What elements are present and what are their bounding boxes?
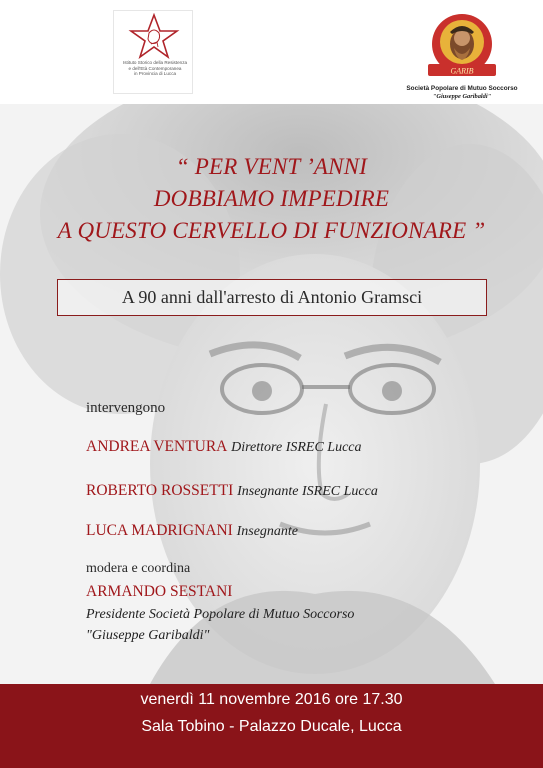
moderator-affiliation: "Giuseppe Garibaldi" [86,628,210,643]
moderator-role: Presidente Società Popolare di Mutuo Soccorso [86,607,355,622]
isrec-logo-caption: Istituto Storico della Resistenza e dell'Età Contemporanea in Provincia di Lucca [122,60,188,77]
quote-title [0,151,543,247]
moderator-name: ARMANDO SESTANI [86,583,233,600]
speaker-name: LUCA MADRIGNANI [86,522,233,539]
speaker-item [86,522,298,540]
event-venue: Sala Tobino - Palazzo Ducale, Lucca [141,718,402,735]
subtitle-box [57,279,487,316]
speaker-role: Insegnante [236,524,299,539]
emblem-banner-text: GARIB [450,66,474,76]
isrec-logo [113,10,193,94]
red-star-icon [127,13,181,59]
garibaldi-emblem-icon [416,10,508,84]
subtitle-text: A 90 anni dall'arresto di Antonio Gramsci [121,287,423,307]
society-name: Società Popolare di Mutuo Soccorso [406,85,518,92]
speaker-item [86,482,378,500]
event-footer [0,684,543,768]
speaker-role: Direttore ISREC Lucca [231,440,362,455]
speakers-intro: intervengono [86,400,166,416]
quote-line-1: “ PER VENT ’ANNI [175,154,368,179]
quote-line-3: A QUESTO CERVELLO DI FUNZIONARE ” [57,218,486,243]
event-datetime: venerdì 11 novembre 2016 ore 17.30 [140,691,403,708]
speaker-role: Insegnante ISREC Lucca [237,484,378,499]
society-subname: "Giuseppe Garibaldi" [432,93,492,100]
quote-line-2: DOBBIAMO IMPEDIRE [153,186,390,211]
speaker-name: ANDREA VENTURA [86,438,228,455]
garibaldi-society-logo [392,8,532,100]
speaker-item [86,438,362,456]
moderator-intro: modera e coordina [86,561,191,576]
speaker-name: ROBERTO ROSSETTI [86,482,234,499]
